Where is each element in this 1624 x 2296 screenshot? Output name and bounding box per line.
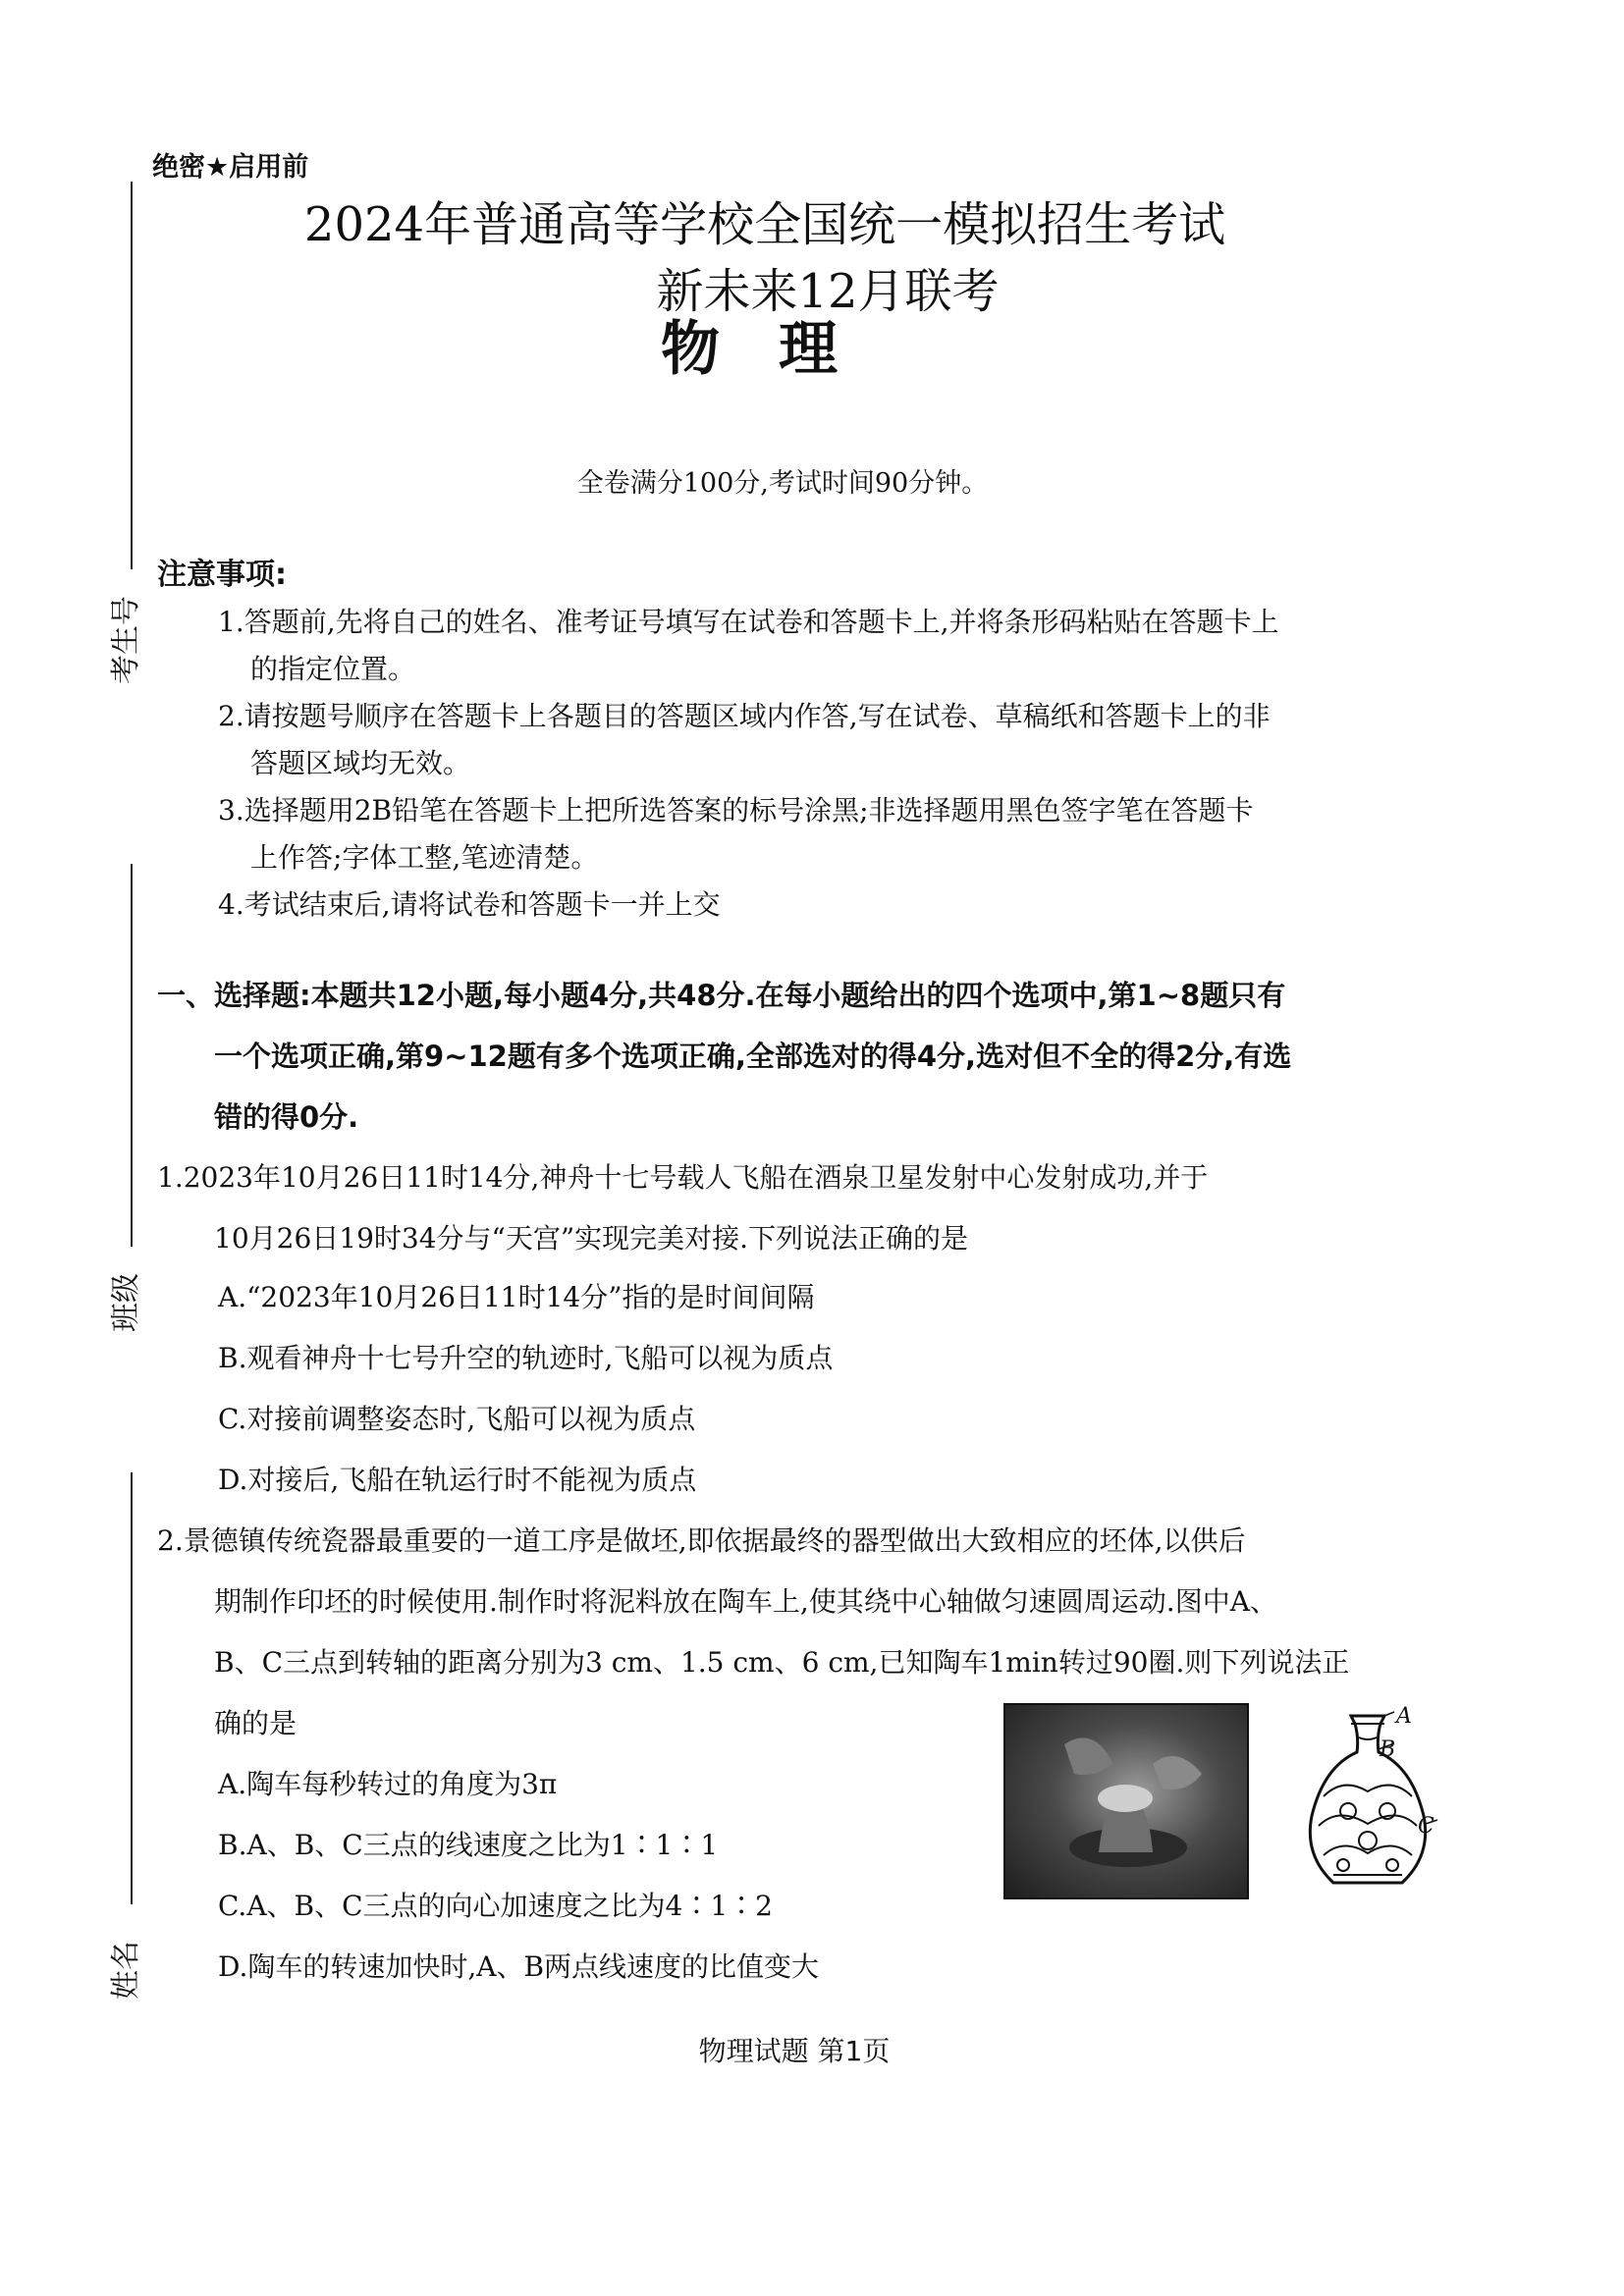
notice-item: 答题区域均无效。 [250,747,471,779]
exam-subtitle-text: 新未来12月联考 [656,264,1000,319]
q2-stem: B、C三点到转轴的距离分别为3 cm、1.5 cm、6 cm,已知陶车1min转过90圈.则下列说法正 [214,1646,1350,1679]
score-info-text: 全卷满分100分,考试时间90分钟。 [576,468,989,499]
q2-stem: 确的是 [214,1707,298,1739]
section-heading: 一个选项正确,第9~12题有多个选项正确,全部选对的得4分,选对但不全的得2分,有选 [214,1040,1292,1073]
notice-item: 上作答;字体工整,笔迹清楚。 [250,841,599,874]
q1-stem: 10月26日19时34分与“天宫”实现完美对接.下列说法正确的是 [214,1222,969,1255]
q2-option-d: D.陶车的转速加快时,A、B两点线速度的比值变大 [218,1950,820,1983]
vase-label-c: C [1418,1814,1435,1839]
exam-title [0,187,1624,254]
q1-option-d: D.对接后,飞船在轨运行时不能视为质点 [218,1464,697,1496]
notice-item: 1.答题前,先将自己的姓名、准考证号填写在试卷和答题卡上,并将条形码粘贴在答题卡上 [218,606,1279,638]
subject-title [0,302,1624,387]
notice-item: 2.请按题号顺序在答题卡上各题目的答题区域内作答,写在试卷、草稿纸和答题卡上的非 [218,700,1271,732]
q2-stem: 期制作印坯的时候使用.制作时将泥料放在陶车上,使其绕中心轴做匀速圆周运动.图中A、 [214,1585,1277,1618]
score-info [0,461,1624,500]
q1-stem: 1.2023年10月26日11时14分,神舟十七号载人飞船在酒泉卫星发射中心发射成功,并于 [157,1161,1209,1194]
class-label: 班级 [109,1273,143,1332]
page-footer [0,2030,1624,2069]
subject-title-text: 物理 [661,315,896,384]
pottery-wheel-drawing [1005,1705,1247,1897]
section-heading: 错的得0分. [214,1100,359,1134]
q2-option-b: B.A、B、C三点的线速度之比为1∶1∶1 [218,1829,719,1861]
q1-option-b: B.观看神舟十七号升空的轨迹时,飞船可以视为质点 [218,1342,834,1374]
exam-title-text: 2024年普通高等学校全国统一模拟招生考试 [303,197,1226,252]
pottery-wheel-photo [1003,1703,1249,1899]
binding-line-middle [131,864,133,1247]
name-label: 姓名 [109,1941,143,2000]
page-footer-text: 物理试题 第1页 [698,2035,891,2067]
notice-item: 的指定位置。 [250,653,416,685]
vase-label-a: A [1396,1704,1412,1729]
notice-title: 注意事项: [157,558,287,592]
q1-option-a: A.“2023年10月26日11时14分”指的是时间间隔 [218,1281,815,1313]
q1-option-c: C.对接前调整姿态时,飞船可以视为质点 [218,1403,696,1435]
section-heading: 一、选择题:本题共12小题,每小题4分,共48分.在每小题给出的四个选项中,第1~8题只有 [157,979,1286,1012]
binding-line-lower [131,1472,133,1904]
vase-diagram [1294,1708,1441,1895]
q2-stem: 2.景德镇传统瓷器最重要的一道工序是做坯,即依据最终的器型做出大致相应的坯体,以供后 [157,1524,1246,1557]
secret-label: 绝密★启用前 [152,152,309,183]
exam-id-label: 考生号 [109,596,143,684]
q2-option-c: C.A、B、C三点的向心加速度之比为4∶1∶2 [218,1890,773,1922]
vase-label-b: B [1380,1737,1396,1762]
q2-option-a: A.陶车每秒转过的角度为3π [218,1768,558,1800]
notice-item: 4.考试结束后,请将试卷和答题卡一并上交 [218,888,721,921]
notice-item: 3.选择题用2B铅笔在答题卡上把所选答案的标号涂黑;非选择题用黑色签字笔在答题卡 [218,794,1254,827]
